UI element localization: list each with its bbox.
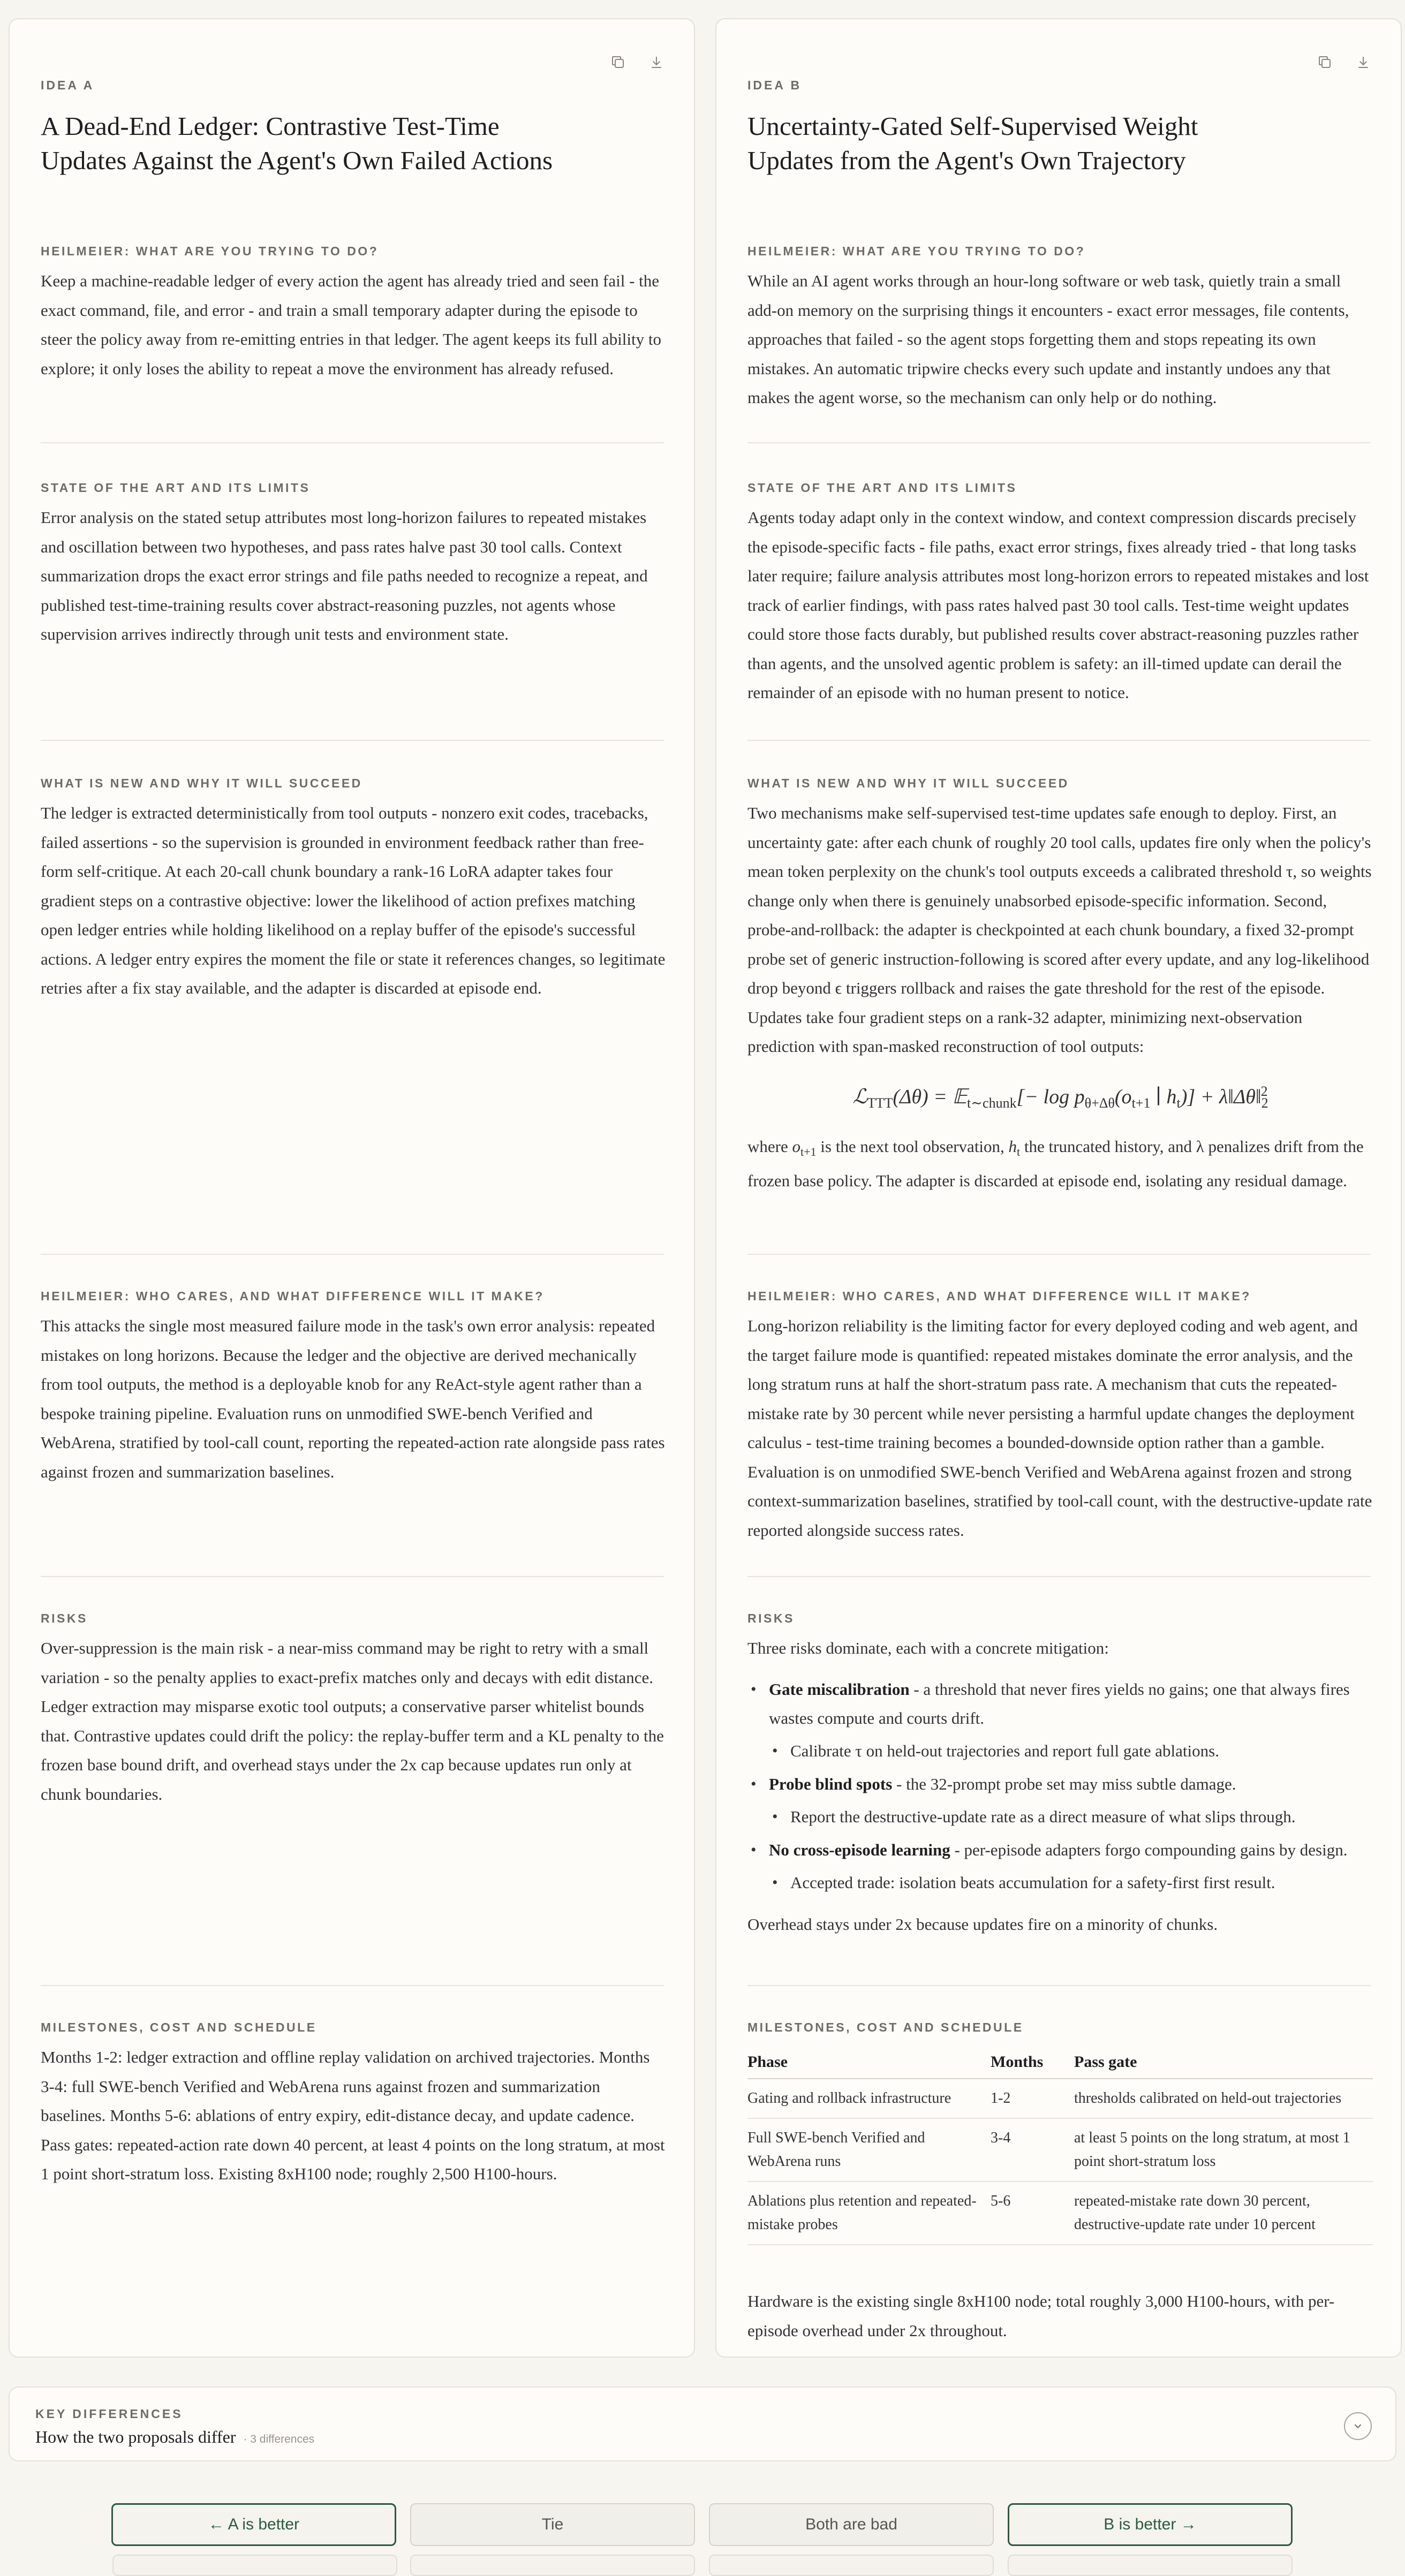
idea-b-toolbar: [1315, 52, 1373, 72]
idea-a-card: [9, 18, 695, 2358]
idea-a-risks-label: RISKS: [41, 1611, 88, 1625]
idea-a-risks-text: Over-suppression is the main risk - a near-miss command may be right to retry with a small variation - so the penalty applies to exact-prefix matches only and decays with edit distance. Ledger extraction may misparse exotic tool outputs; a conservative parser whitelist bounds that. Contrastive updates could drift the policy: the replay-buffer term and a KL penalty to the frozen base bound drift, and overhead stays under the 2x cap because updates run only at chunk boundaries.: [41, 1639, 664, 1804]
risk-item: • No cross-episode learning - per-episode adapters forgo compounding gains by design.: [747, 1836, 1373, 1865]
milestones-table: [747, 2046, 1373, 2245]
idea-b-risks-outro: Overhead stays under 2x because updates fire on a minority of chunks.: [747, 1915, 1218, 1934]
idea-b-after-formula-text: where $o_{t+1}$ is the next tool observation, $h_t$ the truncated history, and λ penalizes drift from the frozen base policy. The adapter is discarded at episode end, isolating any residual damage.: [747, 1137, 1364, 1191]
risk-mitigation: • Accepted trade: isolation beats accumulation for a safety-first first result.: [747, 1868, 1373, 1898]
table-cell: thresholds calibrated on held-out trajectories: [1074, 2079, 1373, 2118]
risk-item: • Probe blind spots - the 32-prompt probe set may miss subtle damage.: [747, 1770, 1373, 1799]
idea-b-whats-new-block: [747, 799, 1373, 1196]
table-header-row: [747, 2046, 1373, 2079]
idea-b-who-cares-text: Long-horizon reliability is the limiting factor for every deployed coding and web agent, and the target failure mode is quantified: repeated mistakes dominate the error analysis, and the long stratum runs at half the short-stratum pass rate. A mechanism that cuts the repeated-mistake rate by 30 percent while never persisting a harmful update changes the deployment calculus - test-time training becomes a bounded-downside option rather than a gamble. Evaluation is on unmodified SWE-bench Verified and WebArena against frozen and strong context-summarization baselines, stratified by tool-call count, with the destructive-update rate reported alongside success rates.: [747, 1316, 1372, 1540]
both-bad-button[interactable]: Both are bad: [709, 2503, 994, 2546]
key-differences-title: How the two proposals differ · 3 differences: [35, 2427, 315, 2446]
idea-b-risks-intro: Three risks dominate, each with a concrete mitigation:: [747, 1639, 1109, 1657]
idea-b-whats-new-text: Two mechanisms make self-supervised test-time updates safe enough to deploy. First, an uncertainty gate: after each chunk of roughly 20 tool calls, updates fire only when the policy's mean token perplexity on the chunk's tool outputs exceeds a calibrated threshold τ, so weights change only when there is genuinely unabsorbed episode-specific information. Second, probe-and-rollback: the adapter is checkpointed at each chunk boundary, a fixed 32-prompt probe set of generic instruction-following is scored after every update, and any log-likelihood drop beyond ϵ triggers rollback and raises the gate threshold for the rest of the episode. Updates take four gradient steps on a rank-32 adapter, minimizing next-observation prediction with span-masked reconstruction of tool outputs:: [747, 804, 1372, 1056]
table-cell: Ablations plus retention and repeated-mistake probes: [747, 2181, 991, 2245]
idea-a-who-cares-text: This attacks the single most measured failure mode in the task's own error analysis: repeated mistakes on long horizons. Because the ledger and the objective are derived mechanically from tool outputs, the method is a deployable knob for any ReAct-style agent rather than a bespoke training pipeline. Evaluation runs on unmodified SWE-bench Verified and WebArena, stratified by tool-call count, reporting the repeated-action rate alongside pass rates against frozen and summarization baselines.: [41, 1316, 665, 1481]
copy-icon[interactable]: [1315, 52, 1334, 72]
risk-mitigation: • Calibrate τ on held-out trajectories and report full gate ablations.: [747, 1737, 1373, 1766]
divider: [747, 1985, 1371, 1986]
idea-b-state-of-art-text: Agents today adapt only in the context window, and context compression discards precisely the episode-specific facts - file paths, exact error strings, fixes already tried - that long tasks later require; failure analysis attributes most long-horizon errors to repeated mistakes and lost track of earlier findings, with pass rates halved past 30 tool calls. Test-time weight updates could store those facts durably, but published results cover abstract-reasoning puzzles rather than agents, and the unsolved agentic problem is safety: an ill-timed update can derail the remainder of an episode with no human present to notice.: [747, 508, 1369, 702]
vote-row-shadow: [410, 2555, 695, 2576]
vote-bar: [0, 2503, 1405, 2565]
idea-a-title: A Dead-End Ledger: Contrastive Test-Time Updates Against the Agent's Own Failed Actions: [41, 111, 553, 175]
vote-row-shadow: [1008, 2555, 1293, 2576]
idea-a-milestones-label: MILESTONES, COST AND SCHEDULE: [41, 2020, 317, 2034]
key-differences-panel[interactable]: [9, 2386, 1396, 2461]
download-icon[interactable]: [647, 52, 666, 72]
table-row: [747, 2181, 1373, 2245]
idea-b-milestones-outro: Hardware is the existing single 8xH100 node; total roughly 3,000 H100-hours, with per-episode overhead under 2x throughout.: [747, 2292, 1335, 2340]
table-cell: 1-2: [991, 2079, 1074, 2118]
idea-a-whats-new-label: WHAT IS NEW AND WHY IT WILL SUCCEED: [41, 776, 362, 790]
column-header: Months: [991, 2046, 1074, 2079]
table-cell: 3-4: [991, 2118, 1074, 2181]
table-cell: repeated-mistake rate down 30 percent, destructive-update rate under 10 percent: [1074, 2181, 1373, 2245]
copy-icon[interactable]: [608, 52, 628, 72]
table-cell: 5-6: [991, 2181, 1074, 2245]
table-cell: Full SWE-bench Verified and WebArena runs: [747, 2118, 991, 2181]
risk-list: [747, 1675, 1373, 1898]
idea-a-who-cares-label: HEILMEIER: WHO CARES, AND WHAT DIFFERENCE WILL IT MAKE?: [41, 1289, 545, 1303]
idea-b-title: Uncertainty-Gated Self-Supervised Weight Updates from the Agent's Own Trajectory: [747, 111, 1198, 175]
divider: [747, 442, 1371, 443]
download-icon[interactable]: [1354, 52, 1373, 72]
risk-item: • Gate miscalibration - a threshold that never fires yields no gains; one that always fires wastes compute and courts drift.: [747, 1675, 1373, 1733]
column-header: Pass gate: [1074, 2046, 1373, 2079]
column-header: Phase: [747, 2046, 991, 2079]
idea-a-state-of-art-text: Error analysis on the stated setup attributes most long-horizon failures to repeated mistakes and oscillation between two hypotheses, and pass rates halve past 30 tool calls. Context summarization drops the exact error strings and file paths needed to recognize a repeat, and published test-time-training results cover abstract-reasoning puzzles, not agents whose supervision arrives indirectly through unit tests and environment state.: [41, 508, 648, 643]
divider: [747, 1254, 1371, 1255]
idea-b-milestones-label: MILESTONES, COST AND SCHEDULE: [747, 2020, 1024, 2034]
idea-b-heilmeier-do-label: HEILMEIER: WHAT ARE YOU TRYING TO DO?: [747, 244, 1086, 258]
divider: [41, 1254, 664, 1255]
idea-b-eyebrow: IDEA B: [747, 78, 802, 92]
idea-a-whats-new-text: The ledger is extracted deterministically from tool outputs - nonzero exit codes, tracebacks, failed assertions - so the supervision is grounded in environment feedback rather than free-form self-critique. At each 20-call chunk boundary a rank-16 LoRA adapter takes four gradient steps on a contrastive objective: lower the likelihood of action prefixes matching open ledger entries while holding likelihood on a replay buffer of the episode's successful actions. A ledger entry expires the moment the file or state it references changes, so legitimate retries after a fix stay available, and the adapter is discarded at episode end.: [41, 804, 666, 997]
table-cell: Gating and rollback infrastructure: [747, 2079, 991, 2118]
loss-formula: ℒ$_{TTT}$(Δθ) = 𝔼$_{t\sim chunk}$[− $\log p_{\theta+\Delta\theta}(o_{t+1}$ ∣ $h_t$)] + $\lambda‖\Delta\theta‖_2^2$: [852, 1083, 1268, 1111]
divider: [41, 740, 664, 741]
table-cell: at least 5 points on the long stratum, at most 1 point short-stratum loss: [1074, 2118, 1373, 2181]
idea-a-milestones-text: Months 1-2: ledger extraction and offline replay validation on archived trajectories. Months 3-4: full SWE-bench Verified and WebArena runs against frozen and summarization baselines. Months 5-6: ablations of entry expiry, edit-distance decay, and update cadence. Pass gates: repeated-action rate down 40 percent, at least 4 points on the long stratum, at most 1 point short-stratum loss. Existing 8xH100 node; roughly 2,500 H100-hours.: [41, 2048, 665, 2183]
risk-mitigation: • Report the destructive-update rate as a direct measure of what slips through.: [747, 1802, 1373, 1832]
divider: [41, 442, 664, 443]
idea-a-state-of-art-label: STATE OF THE ART AND ITS LIMITS: [41, 481, 311, 495]
table-row: [747, 2118, 1373, 2181]
key-differences-label: KEY DIFFERENCES: [35, 2407, 183, 2421]
idea-a-toolbar: [608, 52, 666, 72]
divider: [747, 1576, 1371, 1577]
idea-b-risks-label: RISKS: [747, 1611, 795, 1625]
table-row: [747, 2079, 1373, 2118]
b-is-better-button[interactable]: B is better →: [1008, 2503, 1293, 2546]
divider: [41, 1576, 664, 1577]
differences-count: · 3 differences: [243, 2433, 315, 2445]
idea-a-heilmeier-do-text: Keep a machine-readable ledger of every action the agent has already tried and seen fail - the exact command, file, and error - and train a small temporary adapter during the episode to steer the policy away from re-emitting entries in that ledger. The agent keeps its full ability to explore; it only loses the ability to repeat a move the environment has already refused.: [41, 271, 662, 378]
tie-button[interactable]: Tie: [410, 2503, 695, 2546]
chevron-down-icon[interactable]: [1344, 2412, 1372, 2440]
idea-b-state-of-art-label: STATE OF THE ART AND ITS LIMITS: [747, 481, 1017, 495]
idea-b-risks-block: [747, 1634, 1373, 1939]
vote-row-shadow: [112, 2555, 397, 2576]
divider: [41, 1985, 664, 1986]
divider: [747, 740, 1371, 741]
idea-b-who-cares-label: HEILMEIER: WHO CARES, AND WHAT DIFFERENCE WILL IT MAKE?: [747, 1289, 1251, 1303]
idea-b-heilmeier-do-text: While an AI agent works through an hour-long software or web task, quietly train a small add-on memory on the surprising things it encounters - exact error messages, file contents, approaches that failed - so the agent stops forgetting them and stops repeating its own mistakes. An automatic tripwire checks every such update and instantly undoes any that makes the agent worse, so the mechanism can only help or do nothing.: [747, 271, 1349, 407]
idea-a-heilmeier-do-label: HEILMEIER: WHAT ARE YOU TRYING TO DO?: [41, 244, 379, 258]
idea-b-whats-new-label: WHAT IS NEW AND WHY IT WILL SUCCEED: [747, 776, 1069, 790]
a-is-better-button[interactable]: ← A is better: [111, 2503, 396, 2546]
vote-row-shadow: [709, 2555, 994, 2576]
idea-a-eyebrow: IDEA A: [41, 78, 95, 92]
idea-b-card: [715, 18, 1402, 2358]
